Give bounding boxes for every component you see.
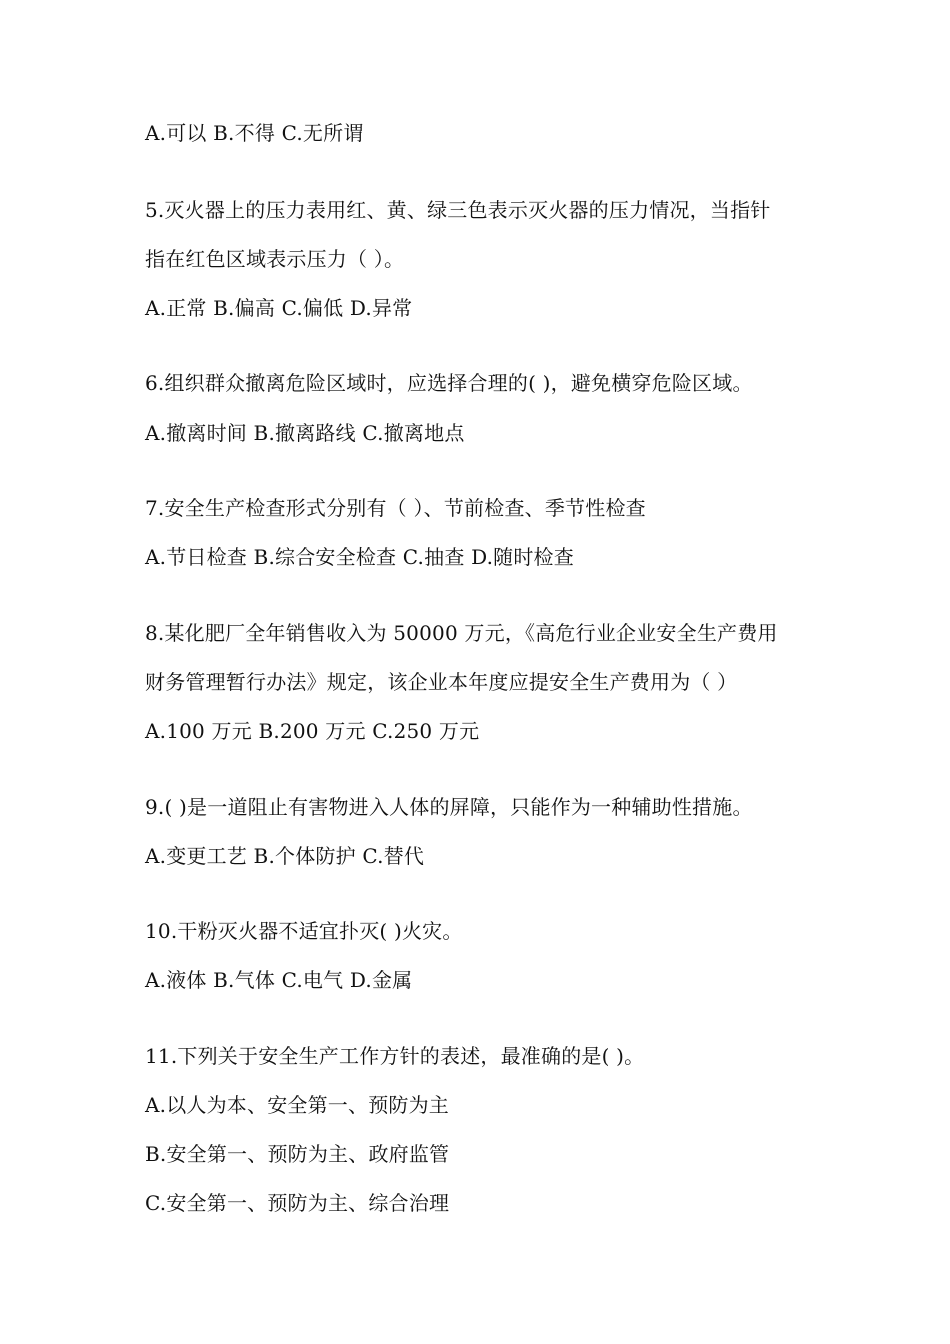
q6-options: A.撤离时间 B.撤离路线 C.撤离地点 <box>145 421 465 445</box>
q11-text: 11.下列关于安全生产工作方针的表述，最准确的是( )。 <box>145 1044 645 1068</box>
q11-option-a: A.以人为本、安全第一、预防为主 <box>145 1093 450 1117</box>
q5-options: A.正常 B.偏高 C.偏低 D.异常 <box>145 296 413 320</box>
q5-text-line1: 5.灭火器上的压力表用红、黄、绿三色表示灭火器的压力情况，当指针 <box>145 198 771 222</box>
q10-options: A.液体 B.气体 C.电气 D.金属 <box>145 968 413 992</box>
q8-text-line2: 财务管理暂行办法》规定，该企业本年度应提安全生产费用为（ ） <box>145 670 738 694</box>
q9-text: 9.( )是一道阻止有害物进入人体的屏障，只能作为一种辅助性措施。 <box>145 795 753 819</box>
q8-text-line1: 8.某化肥厂全年销售收入为 50000 万元，《高危行业企业安全生产费用 <box>145 621 778 645</box>
q7-text: 7.安全生产检查形式分别有（ ）、节前检查、季节性检查 <box>145 496 646 520</box>
q5-text-line2: 指在红色区域表示压力（ ）。 <box>145 247 405 271</box>
q4-options: A.可以 B.不得 C.无所谓 <box>145 121 364 145</box>
q8-options: A.100 万元 B.200 万元 C.250 万元 <box>145 719 480 743</box>
q10-text: 10.干粉灭火器不适宜扑灭( )火灾。 <box>145 919 463 943</box>
q11-option-c: C.安全第一、预防为主、综合治理 <box>145 1191 450 1215</box>
q7-options: A.节日检查 B.综合安全检查 C.抽查 D.随时检查 <box>145 545 574 569</box>
q9-options: A.变更工艺 B.个体防护 C.替代 <box>145 844 425 868</box>
q11-option-b: B.安全第一、预防为主、政府监管 <box>145 1142 450 1166</box>
q6-text: 6.组织群众撤离危险区域时，应选择合理的( )，避免横穿危险区域。 <box>145 371 753 395</box>
